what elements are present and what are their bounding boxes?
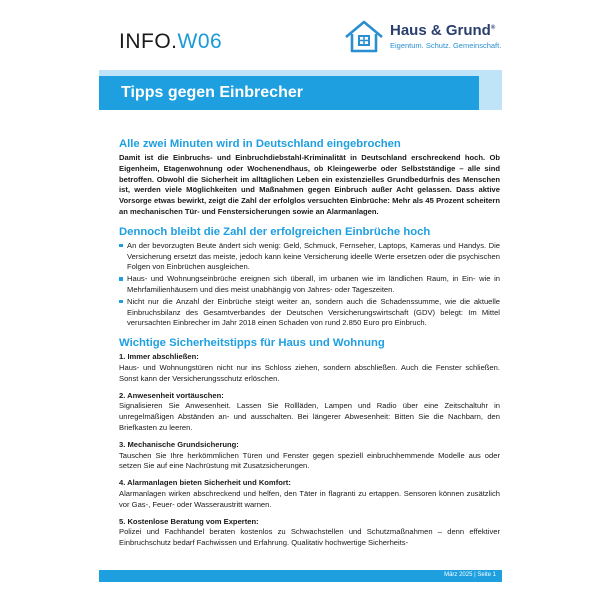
tip-title: 1. Immer abschließen: [119, 352, 199, 362]
tip-title: 2. Anwesenheit vortäuschen: [119, 390, 224, 400]
logo-tagline: Eigentum. Schutz. Gemeinschaft. [390, 41, 502, 50]
list-item-text: Haus- und Wohnungseinbrüche ereignen sich überall, im urbanen wie im ländlichen Raum, in Ein- wie in Mehrfamilienhäusern und dies meist unabhängig von Jahres- oder Tageszeiten. [127, 274, 500, 294]
main-content [119, 138, 500, 555]
tip-text: Tauschen Sie Ihre herkömmlichen Türen und Fenster gegen speziell einbruchhemmende Modelle aus oder setzen Sie auf eine Nachrüstung mit Zusatzsicherungen. [119, 450, 500, 471]
tip-item [119, 440, 500, 472]
section-safety-tips-heading: Wichtige Sicherheitstipps für Haus und Wohnung [119, 337, 385, 350]
bullet-icon [119, 244, 123, 248]
section-intro [119, 138, 500, 218]
section-intro-heading: Alle zwei Minuten wird in Deutschland eingebrochen [119, 138, 401, 150]
footer-bar [99, 570, 502, 582]
list-item-text: An der bevorzugten Beute ändert sich wenig: Geld, Schmuck, Fernseher, Laptops, Kameras und Handys. Die Versicherung ersetzt das meiste, jedoch kann keine Versicherung ideelle Werte ersetzen oder die psychischen Folgen von Einbrüchen ausgleichen. [127, 240, 500, 272]
info-code [119, 30, 222, 54]
logo-title-text: Haus & Grund [390, 22, 491, 39]
tip-text: Haus- und Wohnungstüren nicht nur ins Schloss ziehen, sondern abschließen. Auch die Fenster schließen. Sonst kann der Versicherungsschutz erlöschen. [119, 362, 500, 383]
tip-item [119, 478, 500, 510]
tip-item [119, 391, 500, 434]
logo-title [390, 22, 495, 39]
section-burglary-facts-heading: Dennoch bleibt die Zahl der erfolgreichen Einbrüche hoch [119, 225, 431, 238]
list-item [119, 274, 500, 296]
haus-und-grund-logo [343, 18, 513, 58]
list-item [119, 241, 500, 273]
tip-text: Polizei und Fachhandel beraten kostenlos zu Schwachstellen und Schutzmaßnahmen – denn effektiver Einbruchschutz bedarf Fachwissen und Erfahrung. Qualitativ hochwertige Sicherheits- [119, 527, 500, 548]
burglary-facts-list [119, 241, 500, 329]
page-title: Tipps gegen Einbrecher [121, 84, 303, 101]
tip-title: 5. Kostenlose Beratung vom Experten: [119, 516, 259, 526]
bullet-icon [119, 300, 123, 304]
house-logo-icon [343, 18, 387, 56]
tip-title: 4. Alarmanlagen bieten Sicherheit und Komfort: [119, 478, 291, 488]
tip-text: Signalisieren Sie Anwesenheit. Lassen Sie Rollläden, Lampen und Radio über eine Zeitschaltuhr in unregelmäßigen Abständen an- und ausschalten. Bei längerer Abwesenheit: Bitten Sie die Nachbarn, den Briefkasten zu leeren. [119, 401, 500, 432]
tip-item [119, 352, 500, 384]
footer-page-info: März 2025 | Seite 1 [444, 572, 496, 578]
bullet-icon [119, 277, 123, 281]
tip-item [119, 517, 500, 549]
logo-trademark: ® [490, 25, 496, 31]
section-burglary-facts [119, 226, 500, 329]
list-item [119, 297, 500, 329]
info-code-id: W06 [177, 30, 223, 53]
tip-text: Alarmanlagen wirken abschreckend und helfen, den Täter in flagranti zu ertappen. Sensoren können zusätzlich vor Gas-, Feuer- oder Wasseraustritt warnen. [119, 488, 500, 509]
list-item-text: Nicht nur die Anzahl der Einbrüche steigt weiter an, sondern auch die Schadenssumme, wie die aktuelle Einbruchsbilanz des Gesamtverbandes der Deutschen Versicherungswirtschaft (GDV) belegt: Im Mittel verursachten Einbrecher im Jahr 2018 einen Schaden von rund 2.850 Euro pro Einbruch. [127, 296, 500, 328]
section-intro-text: Damit ist die Einbruchs- und Einbruchdiebstahl-Kriminalität in Deutschland erschreckend hoch. Ob Eigenheim, Etagenwohnung oder Wochenendhaus, ob Kleingewerbe oder Selbstständige – alle sind betroffen. Obwohl die Sicherheit im alltäglichen Leben ein existenzielles Grundbedürfnis des Menschen ist, werden viele Möglichkeiten und Maßnahmen gegen Einbruch außer Acht gelassen. Dass aktive Vorsorge etwas bewirkt, zeigt die Zahl der erfolglos versuchten Einbrüche: Mehr als 45 Prozent scheitern an mechanischen Tür- und Fenstersicherungen sowie an Alarmanlagen. [119, 153, 500, 216]
section-safety-tips [119, 337, 500, 549]
info-code-prefix: INFO. [119, 30, 178, 53]
tip-title: 3. Mechanische Grundsicherung: [119, 439, 239, 449]
document-page [99, 0, 502, 595]
